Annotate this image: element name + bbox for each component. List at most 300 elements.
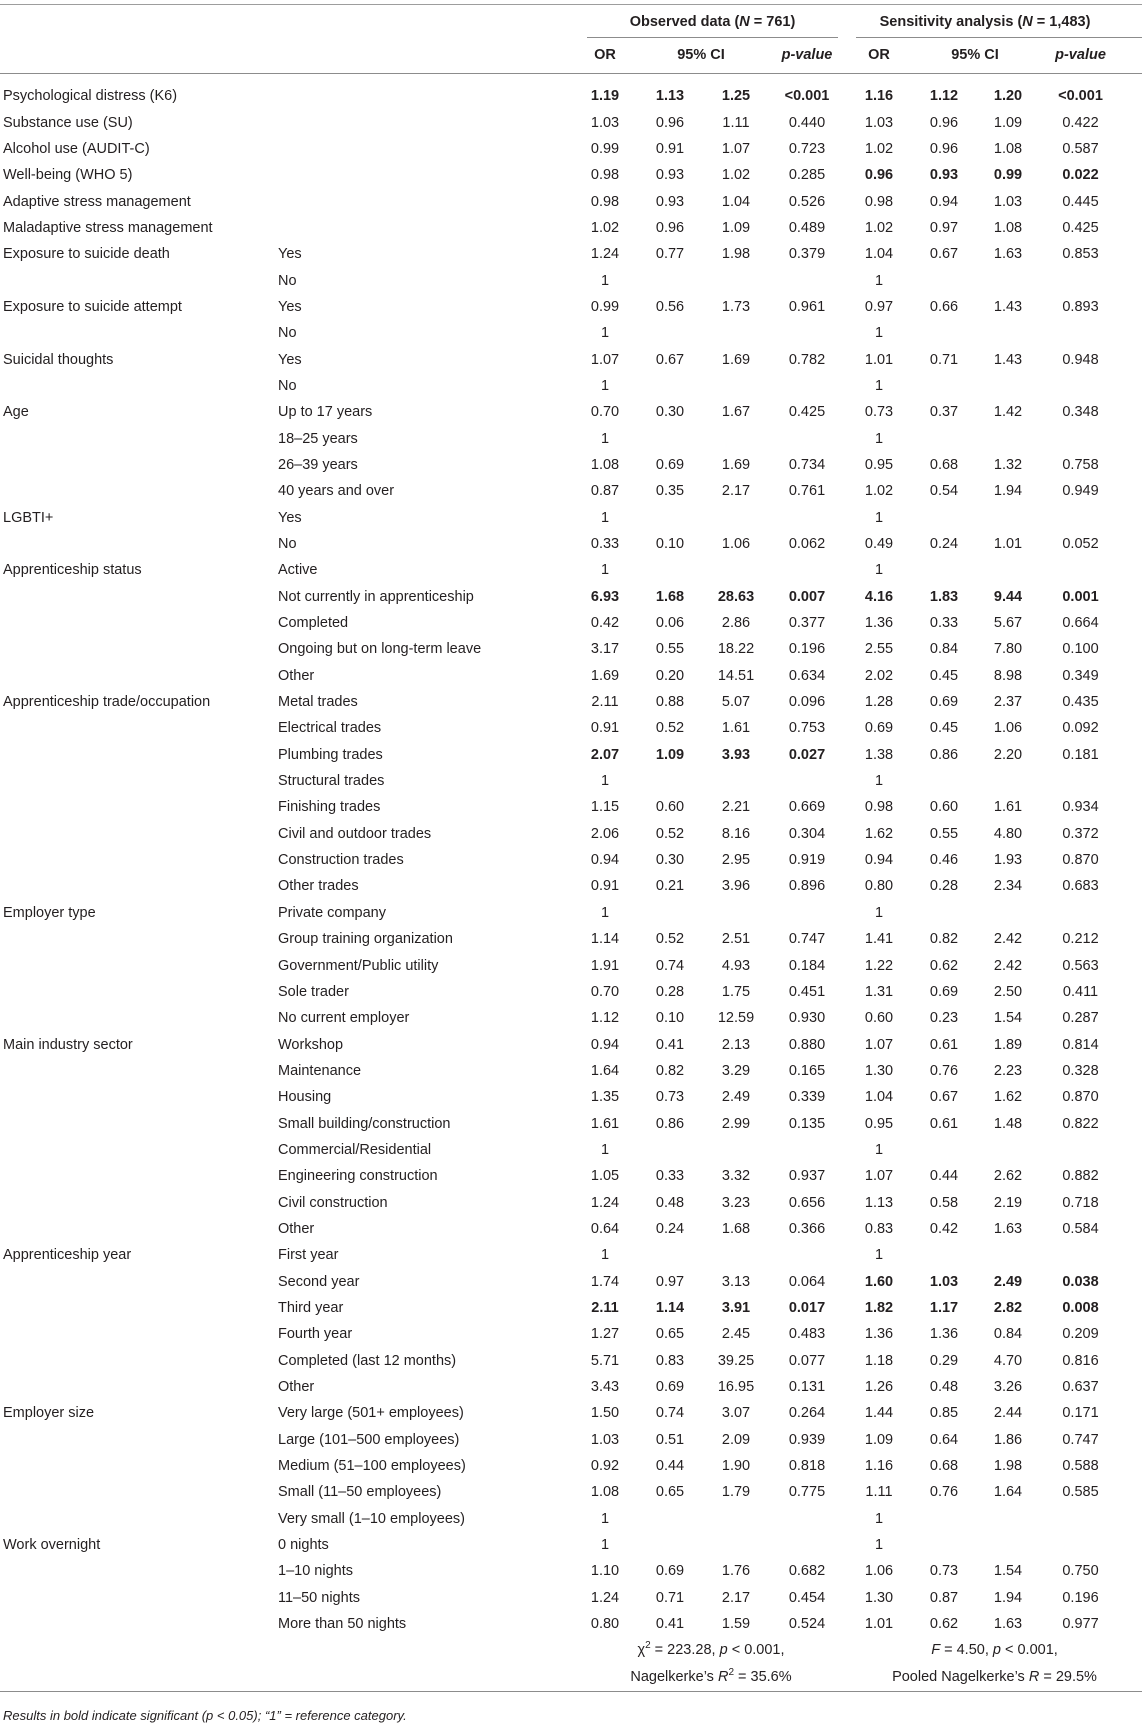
table-row [0, 689, 1142, 715]
observed-or-header: OR [575, 38, 635, 73]
sensitivity-or-cell: 1.01 [864, 1616, 894, 1633]
sensitivity-p-value-cell: 0.870 [1062, 852, 1099, 869]
observed-or-cell: 1.10 [590, 1563, 620, 1580]
sensitivity-or-cell: 0.94 [864, 852, 894, 869]
category-cell: 1–10 nights [278, 1563, 353, 1580]
footer-blank-cell [0, 1664, 575, 1692]
sensitivity-or-cell: 1.31 [864, 983, 894, 1000]
sensitivity-ci-high-cell: 1.42 [993, 404, 1023, 421]
table-row [0, 1611, 1142, 1637]
table-row [0, 267, 1142, 293]
table-row [0, 373, 1142, 399]
table-row [0, 136, 1142, 162]
category-cell: Other [278, 1379, 315, 1396]
header-blank-cell [0, 5, 575, 39]
category-cell [275, 215, 575, 241]
observed-ci-high-cell: 3.07 [721, 1405, 751, 1422]
observed-or-cell: 1.64 [590, 1062, 620, 1079]
observed-ci-low-cell: 0.21 [655, 878, 685, 895]
observed-ci-high-cell: 14.51 [717, 667, 755, 684]
variable-cell: Age [3, 404, 29, 421]
table-row [0, 1585, 1142, 1611]
sensitivity-header-n: N [1022, 14, 1033, 30]
category-cell: Completed (last 12 months) [278, 1352, 457, 1369]
variable-cell: Employer type [3, 904, 96, 921]
observed-ci-high-cell: 2.09 [721, 1431, 751, 1448]
sensitivity-or-cell: 0.60 [864, 1010, 894, 1027]
sensitivity-ci-high-cell: 2.19 [993, 1194, 1023, 1211]
observed-or-cell: 3.17 [590, 641, 620, 658]
category-cell: Yes [278, 246, 302, 263]
table-row [0, 1479, 1142, 1505]
observed-or-cell: 5.71 [590, 1352, 620, 1369]
observed-chi-square-stat [575, 1637, 847, 1663]
sensitivity-ci-low-cell: 0.73 [929, 1563, 959, 1580]
category-cell: Civil and outdoor trades [278, 825, 432, 842]
observed-ci-low-cell [635, 1242, 705, 1268]
observed-ci-low-cell: 0.74 [655, 957, 685, 974]
sensitivity-ci-high-cell: 2.34 [993, 878, 1023, 895]
observed-ci-low-cell: 0.73 [655, 1089, 685, 1106]
observed-ci-low-cell: 0.69 [655, 1563, 685, 1580]
observed-ci-high-cell [705, 768, 767, 794]
sensitivity-ci-high-cell [977, 768, 1039, 794]
observed-or-cell: 1.24 [590, 1194, 620, 1211]
observed-p-value-cell: 0.184 [788, 957, 826, 974]
category-cell: Medium (51–100 employees) [278, 1458, 466, 1475]
observed-p-value-cell [767, 768, 847, 794]
sensitivity-p-value-header: p-value [1039, 38, 1142, 73]
observed-ci-low-cell [635, 505, 705, 531]
observed-p-value-cell: 0.285 [788, 167, 826, 184]
sensitivity-ci-low-cell: 0.42 [929, 1220, 959, 1237]
category-cell: Other [278, 1220, 315, 1237]
sensitivity-ci-high-cell: 1.62 [993, 1089, 1023, 1106]
sensitivity-ci-low-cell: 1.36 [929, 1326, 959, 1343]
table-row [0, 873, 1142, 899]
observed-p-value-cell: 0.919 [788, 852, 826, 869]
category-cell: 11–50 nights [278, 1589, 360, 1606]
observed-or-cell: 1 [600, 509, 610, 526]
sensitivity-p-value-cell [1039, 1137, 1142, 1163]
category-cell [275, 136, 575, 162]
sensitivity-or-cell: 1 [874, 272, 884, 289]
observed-ci-low-cell: 0.20 [655, 667, 685, 684]
observed-or-cell: 1.02 [590, 219, 620, 236]
observed-or-cell: 3.43 [590, 1379, 620, 1396]
table-row [0, 320, 1142, 346]
sensitivity-or-cell: 2.55 [864, 641, 894, 658]
sensitivity-ci-high-cell: 1.98 [993, 1458, 1023, 1475]
observed-ci-low-cell: 0.83 [655, 1352, 685, 1369]
observed-p-value-cell: 0.782 [788, 351, 826, 368]
sensitivity-ci-high-cell: 1.20 [993, 88, 1023, 105]
sensitivity-or-cell: 1.07 [864, 1036, 894, 1053]
observed-ci-low-cell: 0.48 [655, 1194, 685, 1211]
observed-ci-low-cell: 0.10 [655, 1010, 685, 1027]
sensitivity-p-value-cell [1039, 267, 1142, 293]
observed-or-cell: 1 [600, 1537, 610, 1554]
category-cell: No [278, 272, 297, 289]
sensitivity-ci-high-cell: 2.20 [993, 746, 1023, 763]
category-cell: Fourth year [278, 1326, 353, 1343]
observed-p-value-cell: 0.723 [788, 140, 826, 157]
variable-cell: Apprenticeship trade/occupation [3, 694, 211, 711]
sensitivity-or-cell: 1 [874, 562, 884, 579]
table-body [0, 83, 1142, 1637]
observed-p-value-cell [767, 1137, 847, 1163]
r-label: Pooled Nagelkerke’s [892, 1669, 1029, 1686]
observed-p-value-cell: 0.939 [788, 1431, 826, 1448]
sensitivity-p-value-cell: 0.750 [1062, 1563, 1099, 1580]
observed-p-value-cell [767, 900, 847, 926]
observed-p-value-cell: 0.196 [788, 641, 826, 658]
observed-p-value-cell: 0.818 [788, 1458, 826, 1475]
observed-p-value-cell: 0.440 [788, 114, 826, 131]
sensitivity-ci-high-cell: 2.42 [993, 931, 1023, 948]
sensitivity-ci-low-cell: 0.62 [929, 957, 959, 974]
sensitivity-or-cell: 1.62 [864, 825, 894, 842]
observed-p-value-cell [767, 557, 847, 583]
observed-ci-high-cell: 3.93 [721, 746, 751, 763]
sensitivity-ci-low-cell: 0.60 [929, 799, 959, 816]
observed-or-cell: 1 [600, 904, 610, 921]
sensitivity-or-cell: 0.97 [864, 298, 894, 315]
table-row [0, 346, 1142, 372]
observed-ci-low-cell [635, 320, 705, 346]
category-cell: Yes [278, 298, 302, 315]
sensitivity-ci-low-cell: 0.97 [929, 219, 959, 236]
observed-ci-low-cell: 0.30 [655, 852, 685, 869]
observed-ci-low-cell [635, 373, 705, 399]
column-header-row [0, 38, 1142, 73]
observed-p-value-cell: 0.489 [788, 219, 826, 236]
sensitivity-p-value-cell: 0.853 [1062, 246, 1099, 263]
sensitivity-group-label [856, 5, 1142, 38]
sensitivity-or-cell: 1 [874, 904, 884, 921]
observed-ci-high-cell [705, 1137, 767, 1163]
sensitivity-or-cell: 1.02 [864, 483, 894, 500]
observed-p-value-cell: <0.001 [784, 88, 830, 105]
category-cell: 0 nights [278, 1537, 329, 1554]
variable-cell [0, 373, 275, 399]
r-label: Nagelkerke’s [630, 1669, 718, 1686]
table-row [0, 1321, 1142, 1347]
sensitivity-ci-low-cell [911, 373, 977, 399]
sensitivity-ci-high-cell [977, 1137, 1039, 1163]
observed-p-value-cell: 0.377 [788, 615, 826, 632]
sensitivity-or-cell: 1 [874, 509, 884, 526]
p-symbol: p [992, 1642, 1001, 1659]
observed-or-cell: 1.61 [590, 1115, 620, 1132]
sensitivity-ci-low-cell [911, 320, 977, 346]
sensitivity-ci-high-cell [977, 267, 1039, 293]
observed-ci-high-cell: 39.25 [717, 1352, 755, 1369]
observed-ci-low-cell: 0.35 [655, 483, 685, 500]
observed-ci-low-cell: 0.24 [655, 1220, 685, 1237]
observed-ci-high-cell: 3.91 [721, 1299, 751, 1316]
observed-ci-low-cell: 0.52 [655, 825, 685, 842]
sensitivity-ci-low-cell [911, 900, 977, 926]
observed-p-value-cell: 0.304 [788, 825, 826, 842]
sensitivity-or-cell: 0.83 [864, 1220, 894, 1237]
observed-p-value-cell: 0.017 [788, 1299, 826, 1316]
variable-cell: Well-being (WHO 5) [3, 167, 133, 184]
observed-ci-high-cell [705, 1532, 767, 1558]
sensitivity-or-cell: 1.03 [864, 114, 894, 131]
category-cell [275, 188, 575, 214]
observed-p-value-cell: 0.165 [788, 1062, 826, 1079]
observed-or-cell: 1 [600, 1247, 610, 1264]
variable-cell [0, 1005, 275, 1031]
observed-ci-low-cell [635, 1532, 705, 1558]
variable-cell [0, 1110, 275, 1136]
variable-cell [0, 979, 275, 1005]
sensitivity-ci-high-cell: 1.86 [993, 1431, 1023, 1448]
category-cell [275, 109, 575, 135]
observed-header-text: Observed data ( [629, 14, 740, 30]
observed-ci-low-cell [635, 1137, 705, 1163]
sensitivity-ci-high-cell: 1.43 [993, 351, 1023, 368]
observed-ci-high-cell: 3.23 [721, 1194, 751, 1211]
sensitivity-ci-high-cell: 1.03 [993, 193, 1023, 210]
sensitivity-ci-low-cell: 0.33 [929, 615, 959, 632]
variable-cell [0, 1558, 275, 1584]
category-cell: Sole trader [278, 983, 349, 1000]
table-row [0, 294, 1142, 320]
sensitivity-ci-low-cell: 0.48 [929, 1379, 959, 1396]
observed-ci-high-cell: 2.17 [721, 1589, 751, 1606]
sensitivity-p-value-cell: 0.212 [1062, 931, 1099, 948]
variable-cell: Alcohol use (AUDIT-C) [3, 140, 150, 157]
sensitivity-ci-high-cell [977, 1242, 1039, 1268]
observed-or-cell: 0.98 [590, 167, 620, 184]
observed-or-cell: 1 [600, 773, 610, 790]
sensitivity-ci-low-cell: 0.96 [929, 140, 959, 157]
table-row [0, 715, 1142, 741]
observed-ci-high-cell [705, 1242, 767, 1268]
variable-cell: Apprenticeship year [3, 1247, 132, 1264]
observed-ci-low-cell: 0.74 [655, 1405, 685, 1422]
table-row [0, 241, 1142, 267]
sensitivity-or-cell: 1.30 [864, 1589, 894, 1606]
observed-ci-low-cell [635, 267, 705, 293]
sensitivity-or-cell: 1 [874, 325, 884, 342]
observed-or-cell: 1.03 [590, 114, 620, 131]
sensitivity-p-value-cell [1039, 1532, 1142, 1558]
observed-or-cell: 0.94 [590, 1036, 620, 1053]
sensitivity-ci-low-cell: 0.82 [929, 931, 959, 948]
sensitivity-ci-high-cell: 8.98 [993, 667, 1023, 684]
sensitivity-ci-low-cell: 0.76 [929, 1484, 959, 1501]
sensitivity-p-value-cell: 0.870 [1062, 1089, 1099, 1106]
chi-exponent: 2 [645, 1640, 651, 1652]
observed-or-cell: 1.07 [590, 351, 620, 368]
variable-cell [0, 1321, 275, 1347]
observed-ci-high-cell [705, 320, 767, 346]
model-fit-row [0, 1637, 1142, 1663]
sensitivity-ci-low-cell: 0.86 [929, 746, 959, 763]
variable-cell [0, 847, 275, 873]
sensitivity-p-value-cell: 0.637 [1062, 1379, 1099, 1396]
category-cell: Yes [278, 351, 302, 368]
sensitivity-ci-high-cell [977, 1506, 1039, 1532]
header-spacer [0, 73, 1142, 83]
observed-or-cell: 1.03 [590, 1431, 620, 1448]
sensitivity-ci-high-cell: 3.26 [993, 1379, 1023, 1396]
sensitivity-ci-low-cell [911, 267, 977, 293]
table-row [0, 584, 1142, 610]
sensitivity-header-text: Sensitivity analysis ( [879, 14, 1023, 30]
observed-or-cell: 1 [600, 325, 610, 342]
group-header-row [0, 5, 1142, 39]
observed-p-value-cell: 0.379 [788, 246, 826, 263]
variable-cell [0, 1295, 275, 1321]
category-cell: Third year [278, 1299, 344, 1316]
observed-ci-low-cell: 0.77 [655, 246, 685, 263]
sensitivity-ci-low-cell: 0.54 [929, 483, 959, 500]
observed-ci-high-cell: 3.96 [721, 878, 751, 895]
sensitivity-p-value-cell: 0.411 [1062, 983, 1099, 1000]
observed-or-cell: 1 [600, 562, 610, 579]
sensitivity-or-cell: 1.02 [864, 219, 894, 236]
sensitivity-p-value-cell: 0.584 [1062, 1220, 1099, 1237]
table-row [0, 926, 1142, 952]
table-row [0, 663, 1142, 689]
sensitivity-ci-high-cell: 2.37 [993, 694, 1023, 711]
variable-cell [0, 1058, 275, 1084]
sensitivity-or-cell: 1.41 [864, 931, 894, 948]
category-cell: Commercial/Residential [278, 1141, 432, 1158]
sensitivity-ci-low-cell: 0.37 [929, 404, 959, 421]
observed-p-value-cell: 0.425 [788, 404, 826, 421]
variable-cell [0, 1189, 275, 1215]
sensitivity-or-cell: 1.02 [864, 140, 894, 157]
observed-ci-high-cell: 1.68 [721, 1220, 751, 1237]
observed-ci-low-cell: 1.09 [655, 746, 685, 763]
observed-or-cell: 1 [600, 377, 610, 394]
category-cell: Private company [278, 904, 386, 921]
observed-ci-low-cell: 0.69 [655, 456, 685, 473]
table-row [0, 162, 1142, 188]
observed-ci-low-cell: 1.13 [655, 88, 685, 105]
sensitivity-pooled-nagelkerke-r [847, 1664, 1142, 1692]
category-cell: Engineering construction [278, 1168, 438, 1185]
observed-ci-high-cell: 1.69 [721, 456, 751, 473]
sensitivity-or-cell: 1 [874, 1537, 884, 1554]
variable-cell [0, 1163, 275, 1189]
sensitivity-ci-low-cell [911, 768, 977, 794]
sensitivity-p-value-cell: 0.445 [1062, 193, 1099, 210]
sensitivity-ci-high-cell [977, 900, 1039, 926]
observed-ci-low-cell: 0.65 [655, 1484, 685, 1501]
sensitivity-ci-high-cell [977, 1532, 1039, 1558]
table-row [0, 1558, 1142, 1584]
observed-or-cell: 1 [600, 430, 610, 447]
category-cell: Government/Public utility [278, 957, 439, 974]
observed-ci-high-cell [705, 267, 767, 293]
sensitivity-p-value-cell: 0.171 [1062, 1405, 1099, 1422]
observed-or-cell: 1.50 [590, 1405, 620, 1422]
sensitivity-ci-high-cell: 1.63 [993, 1616, 1023, 1633]
observed-ci-low-cell: 0.69 [655, 1379, 685, 1396]
observed-ci-high-cell [705, 900, 767, 926]
category-cell: Electrical trades [278, 720, 382, 737]
category-cell [275, 162, 575, 188]
observed-ci-low-cell [635, 768, 705, 794]
sensitivity-ci-low-cell: 0.61 [929, 1036, 959, 1053]
observed-or-cell: 0.64 [590, 1220, 620, 1237]
category-cell: 40 years and over [278, 483, 395, 500]
sensitivity-ci-low-cell: 0.93 [929, 167, 959, 184]
category-cell: 26–39 years [278, 456, 358, 473]
observed-or-cell: 2.11 [591, 1299, 619, 1316]
category-cell: Yes [278, 509, 302, 526]
sensitivity-ci-high-cell: 1.93 [993, 852, 1023, 869]
sensitivity-ci-high-cell: 1.63 [993, 246, 1023, 263]
sensitivity-p-value-cell: 0.209 [1062, 1326, 1099, 1343]
table-row [0, 1268, 1142, 1294]
sensitivity-p-value-cell: 0.758 [1062, 456, 1099, 473]
results-table [0, 4, 1142, 1692]
sensitivity-p-value-cell: <0.001 [1058, 88, 1103, 105]
observed-ci-high-cell: 1.04 [721, 193, 751, 210]
sensitivity-p-value-cell: 0.588 [1062, 1458, 1099, 1475]
observed-ci-low-cell: 0.51 [655, 1431, 685, 1448]
observed-ci-low-cell: 0.60 [655, 799, 685, 816]
observed-ci-high-cell: 4.93 [721, 957, 751, 974]
observed-ci-high-cell: 1.09 [721, 219, 751, 236]
observed-ci-low-cell: 0.44 [655, 1458, 685, 1475]
category-cell: Small building/construction [278, 1115, 451, 1132]
sensitivity-ci-low-cell: 0.58 [929, 1194, 959, 1211]
observed-ci-low-cell: 0.56 [655, 298, 685, 315]
sensitivity-ci-high-cell: 7.80 [993, 641, 1023, 658]
category-cell: First year [278, 1247, 339, 1264]
variable-cell [0, 1611, 275, 1637]
sensitivity-p-value-cell: 0.092 [1062, 720, 1099, 737]
observed-ci-low-cell: 0.41 [655, 1616, 685, 1633]
category-cell: Very large (501+ employees) [278, 1405, 464, 1422]
observed-ci-high-cell [705, 557, 767, 583]
observed-or-cell: 0.99 [590, 298, 620, 315]
sensitivity-ci-low-cell: 0.44 [929, 1168, 959, 1185]
observed-p-value-cell: 0.682 [788, 1563, 826, 1580]
table-row [0, 83, 1142, 109]
sensitivity-or-cell: 1.16 [864, 1458, 894, 1475]
variable-cell [0, 1216, 275, 1242]
sensitivity-ci-high-cell [977, 505, 1039, 531]
table-row [0, 610, 1142, 636]
sensitivity-p-value-cell: 0.348 [1062, 404, 1099, 421]
f-symbol: F [931, 1642, 941, 1659]
table-row [0, 531, 1142, 557]
observed-ci-high-cell [705, 425, 767, 451]
variable-cell: LGBTI+ [3, 509, 54, 526]
sensitivity-ci-high-cell: 1.08 [993, 140, 1023, 157]
sensitivity-ci-high-cell: 2.50 [993, 983, 1023, 1000]
observed-ci-low-cell: 0.41 [655, 1036, 685, 1053]
observed-ci-high-cell: 2.49 [721, 1089, 751, 1106]
observed-or-cell: 1.12 [590, 1010, 620, 1027]
sensitivity-ci-high-cell: 2.44 [993, 1405, 1023, 1422]
sensitivity-p-value-cell [1039, 1242, 1142, 1268]
observed-ci-high-cell: 3.13 [721, 1273, 751, 1290]
sensitivity-or-cell: 1 [874, 773, 884, 790]
category-cell: Finishing trades [278, 799, 381, 816]
observed-ci-low-cell: 0.65 [655, 1326, 685, 1343]
observed-ci-high-cell: 5.07 [721, 694, 751, 711]
